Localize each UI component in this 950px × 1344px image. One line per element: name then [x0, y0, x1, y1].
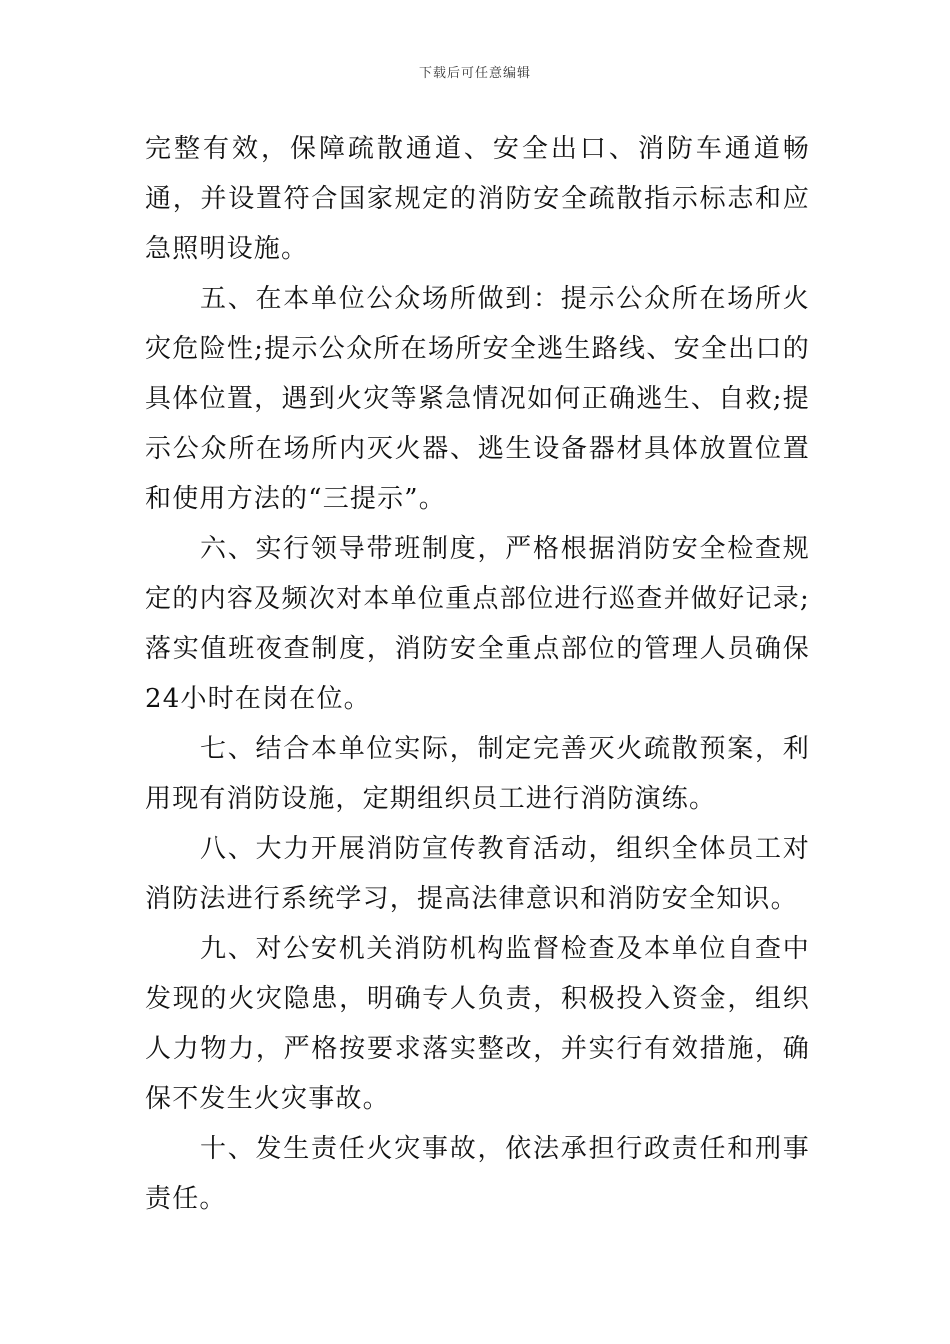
paragraph-item-6: 六、实行领导带班制度，严格根据消防安全检查规定的内容及频次对本单位重点部位进行巡查并做好记录;落实值班夜查制度，消防安全重点部位的管理人员确保24小时在岗在位。: [145, 534, 810, 714]
paragraph-continuation: 完整有效，保障疏散通道、安全出口、消防车通道畅通，并设置符合国家规定的消防安全疏散指示标志和应急照明设施。: [145, 134, 810, 264]
paragraph-item-7: 七、结合本单位实际，制定完善灭火疏散预案，利用现有消防设施，定期组织员工进行消防演练。: [145, 734, 810, 814]
paragraph-item-8: 八、大力开展消防宣传教育活动，组织全体员工对消防法进行系统学习，提高法律意识和消防安全知识。: [145, 834, 810, 914]
paragraph-item-5: 五、在本单位公众场所做到：提示公众所在场所火灾危险性;提示公众所在场所安全逃生路线、安全出口的具体位置，遇到火灾等紧急情况如何正确逃生、自救;提示公众所在场所内灭火器、逃生设备器材具体放置位置和使用方法的“三提示”。: [145, 284, 810, 514]
paragraph-item-10: 十、发生责任火灾事故，依法承担行政责任和刑事责任。: [145, 1134, 810, 1214]
paragraph-item-9: 九、对公安机关消防机构监督检查及本单位自查中发现的火灾隐患，明确专人负责，积极投入资金，组织人力物力，严格按要求落实整改，并实行有效措施，确保不发生火灾事故。: [145, 934, 810, 1114]
document-body: [145, 124, 810, 1224]
page-header: 下载后可任意编辑: [418, 66, 531, 81]
